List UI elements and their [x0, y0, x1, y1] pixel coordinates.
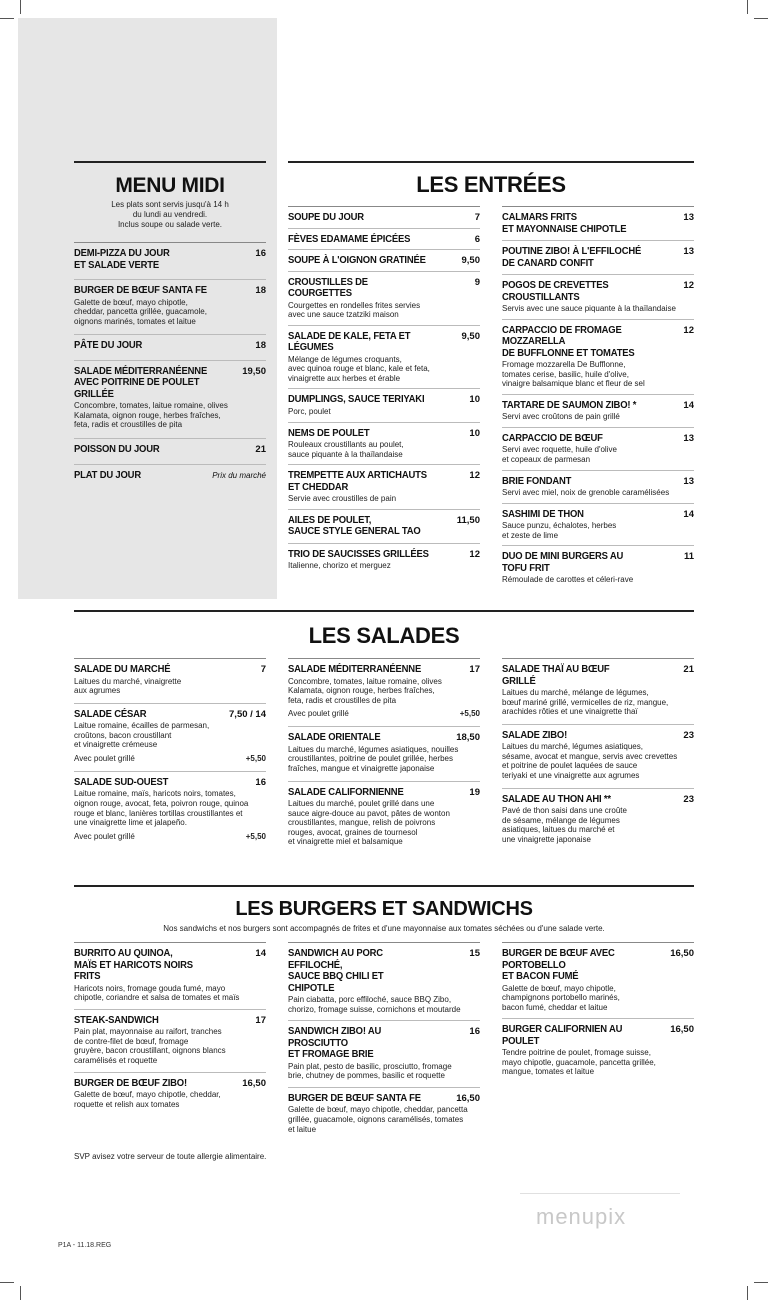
item-name: DUMPLINGS, SAUCE TERIYAKI: [288, 393, 425, 406]
item-description: Pain plat, mayonnaise au raifort, tranches de contre-filet de bœuf, fromage gruyère, bacon croustillant, oignons blancs caramélisés et roquette: [74, 1027, 226, 1065]
divider: [288, 161, 694, 163]
item-price: 12: [683, 324, 694, 336]
item-description: Concombre, tomates, laitue romaine, olives Kalamata, oignon rouge, herbes fraîches, feta, radis et croustilles de pita: [288, 676, 442, 705]
menu-midi-title: MENU MIDI: [115, 174, 225, 197]
menu-item: [502, 943, 694, 1018]
item-price: 16: [255, 248, 266, 259]
item-description: Pavé de thon saisi dans une croûte de sésame, mélange de légumes asiatiques, laitues du marché et une vinaigrette japonaise: [502, 806, 627, 844]
crop-mark: [0, 1282, 14, 1283]
menu-item: [502, 471, 694, 503]
item-name: TARTARE DE SAUMON ZIBO! *: [502, 398, 637, 411]
menu-item: [502, 725, 694, 788]
menu-item: [502, 1019, 694, 1083]
item-description: Laitues du marché, légumes asiatiques, sésame, avocat et mangue, servis avec crevettes et poitrine de poulet laquées de sauce teriyaki et une vinaigrette aux agrumes: [502, 742, 678, 781]
item-price: 10: [469, 427, 480, 439]
item-price: 18: [255, 340, 266, 352]
menu-item: [74, 704, 266, 771]
menu-midi-list: [74, 242, 266, 489]
item-name: SALADE MÉDITERRANÉENNE AVEC POITRINE DE POULET GRILLÉE: [74, 364, 208, 400]
menu-item: [288, 1088, 480, 1140]
menu-item: [288, 943, 480, 1020]
menu-item: [288, 510, 480, 543]
item-description: Laitues du marché, vinaigrette aux agrumes: [74, 676, 182, 696]
item-name: NEMS DE POULET: [288, 426, 370, 439]
item-price: 10: [469, 394, 480, 406]
entrees-right-list: [502, 206, 694, 590]
item-price: 12: [469, 548, 480, 560]
menu-item: [288, 659, 480, 726]
item-price: 16: [469, 1026, 480, 1038]
addon-price: +5,50: [245, 831, 266, 841]
menu-item: [288, 229, 480, 250]
item-name: SALADE DU MARCHÉ: [74, 663, 171, 675]
item-name: POUTINE ZIBO! À L'EFFILOCHÉ DE CANARD CONFIT: [502, 245, 642, 269]
item-price: 14: [683, 399, 694, 411]
salades-title: LES SALADES: [308, 623, 460, 648]
item-price: 19,50: [242, 365, 266, 377]
item-price: 9,50: [461, 330, 480, 342]
item-price: 9,50: [461, 255, 480, 266]
item-description: Laitues du marché, poulet grillé dans une sauce aigre-douce au pavot, pâtes de wonton croustillantes, mangue, relish de poivrons rouges, avocat, graines de tournesol et vinaigrette miel et balsamique: [288, 799, 450, 847]
item-description: Galette de bœuf, mayo chipotle, cheddar, pancetta grillée, guacamole, oignons caramélisés, tomates et laitue: [288, 1105, 468, 1134]
menu-item: [502, 428, 694, 470]
menu-item: [288, 250, 480, 271]
item-price: 11: [683, 551, 694, 563]
item-description: Courgettes en rondelles frites servies avec une sauce tzatziki maison: [288, 300, 421, 320]
item-price: 7: [260, 664, 266, 675]
item-price: Prix du marché: [212, 470, 266, 480]
entrees-title: LES ENTRÉES: [416, 172, 566, 197]
item-price: 6: [474, 233, 480, 245]
menu-item: [288, 544, 480, 576]
item-name: SOUPE À L'OIGNON GRATINÉE: [288, 254, 426, 266]
menu-item: [288, 465, 480, 509]
item-name: STEAK-SANDWICH: [74, 1013, 159, 1026]
item-price: 23: [683, 793, 694, 805]
item-addon: [288, 709, 480, 719]
item-name: DEMI-PIZZA DU JOUR ET SALADE VERTE: [74, 247, 170, 271]
burgers-title: LES BURGERS ET SANDWICHS: [235, 898, 533, 920]
item-price: 16,50: [242, 1077, 266, 1089]
menu-item: [502, 207, 694, 240]
item-name: BURGER DE BŒUF ZIBO!: [74, 1076, 187, 1089]
item-price: 12: [683, 280, 694, 291]
item-description: Italienne, chorizo et merguez: [288, 561, 391, 571]
item-price: 13: [683, 475, 694, 487]
entrees-left-list: [288, 206, 480, 576]
item-description: Servi avec croûtons de pain grillé: [502, 412, 620, 422]
divider: [74, 161, 266, 163]
item-description: Laitue romaine, écailles de parmesan, croûtons, bacon croustillant et vinaigrette crémeuse: [74, 721, 210, 750]
item-price: 9: [474, 276, 480, 288]
item-name: BRIE FONDANT: [502, 474, 572, 487]
item-name: AILES DE POULET, SAUCE STYLE GENERAL TAO: [288, 513, 421, 538]
item-price: 14: [683, 508, 694, 520]
item-name: BURGER DE BŒUF SANTA FE: [288, 1091, 421, 1104]
allergy-footnote: SVP avisez votre serveur de toute allergie alimentaire.: [74, 1152, 267, 1161]
item-description: Galette de bœuf, mayo chipotle, cheddar, pancetta grillée, guacamole, oignons marinés, tomates et laitue: [74, 297, 207, 326]
item-description: Servi avec roquette, huile d'olive et copeaux de parmesan: [502, 445, 617, 465]
addon-label: Avec poulet grillé: [74, 753, 135, 763]
crop-mark: [754, 18, 768, 19]
item-description: Laitues du marché, mélange de légumes, bœuf mariné grillé, vermicelles de riz, mangue, arachides rôties et une vinaigrette thaï: [502, 688, 669, 717]
item-addon: [74, 754, 266, 764]
item-name: SANDWICH ZIBO! AU PROSCIUTTO ET FROMAGE BRIE: [288, 1025, 382, 1061]
salades-col1-list: [74, 658, 266, 849]
item-price: 19: [469, 786, 480, 798]
menu-item: [502, 546, 694, 590]
item-name: CARPACCIO DE FROMAGE MOZZARELLA DE BUFFLONNE ET TOMATES: [502, 323, 635, 359]
menu-item: [74, 659, 266, 703]
menu-item: [74, 243, 266, 279]
menu-item: [502, 275, 694, 319]
item-name: POISSON DU JOUR: [74, 443, 160, 456]
menu-item: [74, 1010, 266, 1072]
crop-mark: [20, 0, 21, 14]
item-price: 16,50: [670, 1024, 694, 1036]
item-price: 21: [683, 664, 694, 675]
item-description: Pain plat, pesto de basilic, prosciutto, fromage brie, chutney de pommes, basilic et roquette: [288, 1061, 452, 1081]
menu-midi-note: Les plats sont servis jusqu'à 14 h du lundi au vendredi. Inclus soupe ou salade verte.: [111, 200, 229, 229]
item-price: 18: [255, 285, 266, 296]
item-name: DUO DE MINI BURGERS AU TOFU FRIT: [502, 550, 624, 574]
crop-mark: [0, 18, 14, 19]
item-price: 17: [255, 1014, 266, 1026]
addon-label: Avec poulet grillé: [288, 709, 349, 719]
menu-item: [502, 504, 694, 546]
menu-item: [74, 1073, 266, 1116]
menu-item: [74, 465, 266, 490]
item-name: CROUSTILLES DE COURGETTES: [288, 275, 368, 299]
item-price: 7,50 / 14: [229, 708, 266, 720]
crop-mark: [20, 1286, 21, 1300]
item-name: SALADE MÉDITERRANÉENNE: [288, 663, 422, 675]
menu-item: [288, 326, 480, 389]
item-description: Haricots noirs, fromage gouda fumé, mayo chipotle, coriandre et salsa de tomates et maïs: [74, 983, 240, 1003]
item-description: Galette de bœuf, mayo chipotle, cheddar, roquette et relish aux tomates: [74, 1090, 221, 1109]
crop-mark: [747, 1286, 748, 1300]
item-price: 16,50: [670, 948, 694, 959]
item-price: 16: [255, 776, 266, 788]
menu-item: [74, 361, 266, 438]
item-name: SALADE ZIBO!: [502, 728, 568, 741]
item-description: Laitues du marché, légumes asiatiques, nouilles croustillantes, poitrine de poulet grillée, herbes fraîches, mangue et vinaigrette japonaise: [288, 744, 459, 773]
item-description: Servie avec croustilles de pain: [288, 494, 397, 504]
menu-item: [288, 207, 480, 228]
item-name: BURRITO AU QUINOA, MAÏS ET HARICOTS NOIRS FRITS: [74, 947, 193, 982]
item-price: 17: [469, 664, 480, 675]
item-price: 11,50: [456, 514, 480, 526]
item-description: Fromage mozzarella De Bufflonne, tomates cerise, basilic, huile d'olive, vinaigre balsamique blanc et fleur de sel: [502, 360, 645, 389]
item-description: Laitue romaine, maïs, haricots noirs, tomates, oignon rouge, avocat, feta, poivron rouge, quinoa rouge et blanc, lanières tortillas croustillantes et une vinaigrette lime et jalapeño.: [74, 789, 249, 828]
burgers-col1-list: [74, 942, 266, 1115]
salades-col3-list: [502, 658, 694, 852]
watermark-logo: menupix: [536, 1204, 627, 1229]
menu-item: [502, 789, 694, 852]
item-name: SASHIMI DE THON: [502, 507, 584, 520]
item-description: Servis avec une sauce piquante à la thaïlandaise: [502, 304, 676, 313]
divider: [74, 885, 694, 887]
item-price: 23: [683, 729, 694, 741]
print-code: P1A - 11.18.REG: [58, 1242, 112, 1249]
item-description: Rouleaux croustillants au poulet, sauce piquante à la thaïlandaise: [288, 440, 404, 459]
salades-col2-list: [288, 658, 480, 854]
item-description: Sauce punzu, échalotes, herbes et zeste de lime: [502, 521, 617, 540]
item-name: SOUPE DU JOUR: [288, 211, 364, 223]
item-name: SALADE THAÏ AU BŒUF GRILLÉ: [502, 663, 610, 687]
crop-mark: [754, 1282, 768, 1283]
item-name: SANDWICH AU PORC EFFILOCHÉ, SAUCE BBQ CHILI ET CHIPOTLE: [288, 947, 384, 994]
watermark-line: [520, 1193, 680, 1194]
item-description: Concombre, tomates, laitue romaine, olives Kalamata, oignon rouge, herbes fraîches, feta, radis et croustilles de pita: [74, 401, 228, 430]
item-name: CALMARS FRITS ET MAYONNAISE CHIPOTLE: [502, 211, 627, 235]
item-price: 7: [474, 212, 480, 223]
item-price: 13: [683, 432, 694, 444]
menu-item: [502, 395, 694, 427]
menu-item: [74, 335, 266, 360]
menu-item: [74, 772, 266, 849]
item-description: Porc, poulet: [288, 406, 331, 416]
menu-item: [288, 782, 480, 854]
item-name: SALADE CÉSAR: [74, 707, 147, 720]
item-name: SALADE ORIENTALE: [288, 731, 381, 744]
item-name: BURGER CALIFORNIEN AU POULET: [502, 1023, 623, 1047]
item-description: Servi avec miel, noix de grenoble caramélisées: [502, 488, 670, 498]
item-description: Pain ciabatta, porc effiloché, sauce BBQ Zibo, chorizo, fromage suisse, cornichons et moutarde: [288, 995, 461, 1014]
menu-item: [288, 272, 480, 325]
item-name: SALADE DE KALE, FETA ET LÉGUMES: [288, 329, 411, 354]
item-price: 21: [255, 444, 266, 456]
menu-item: [502, 659, 694, 724]
crop-mark: [747, 0, 748, 14]
item-name: BURGER DE BŒUF SANTA FE: [74, 284, 207, 296]
menu-item: [288, 1021, 480, 1087]
item-name: BURGER DE BŒUF AVEC PORTOBELLO ET BACON FUMÉ: [502, 947, 615, 982]
addon-label: Avec poulet grillé: [74, 831, 135, 841]
item-name: TREMPETTE AUX ARTICHAUTS ET CHEDDAR: [288, 469, 427, 493]
item-name: FÈVES EDAMAME ÉPICÉES: [288, 232, 411, 245]
menu-item: [288, 423, 480, 465]
divider: [74, 610, 694, 612]
item-addon: [74, 832, 266, 842]
item-price: 14: [255, 948, 266, 959]
addon-price: +5,50: [459, 709, 480, 719]
burgers-note: Nos sandwichs et nos burgers sont accompagnés de frites et d'une mayonnaise aux tomates séchées ou d'une salade verte.: [163, 924, 605, 933]
item-description: Tendre poitrine de poulet, fromage suisse, mayo chipotle, guacamole, pancetta grillée, mangue, tomates et laitue: [502, 1048, 656, 1077]
menu-item: [74, 439, 266, 464]
item-description: Galette de bœuf, mayo chipotle, champignons portobello marinés, bacon fumé, cheddar et laitue: [502, 983, 620, 1012]
item-price: 16,50: [456, 1092, 480, 1104]
menu-item: [502, 241, 694, 274]
item-name: CARPACCIO DE BŒUF: [502, 431, 603, 444]
item-price: 12: [469, 470, 480, 482]
item-description: Rémoulade de carottes et céleri-rave: [502, 575, 634, 585]
burgers-col2-list: [288, 942, 480, 1140]
menu-item: [288, 727, 480, 780]
menu-item: [288, 389, 480, 421]
item-name: POGOS DE CREVETTES CROUSTILLANTS: [502, 279, 609, 303]
item-name: PÂTE DU JOUR: [74, 339, 143, 352]
item-name: SALADE SUD-OUEST: [74, 775, 169, 788]
item-price: 15: [469, 948, 480, 959]
menu-item: [74, 280, 266, 334]
item-price: 13: [683, 246, 694, 257]
item-name: SALADE CALIFORNIENNE: [288, 785, 404, 798]
item-name: SALADE AU THON AHI **: [502, 792, 611, 805]
item-description: Mélange de légumes croquants, avec quinoa rouge et blanc, kale et feta, vinaigrette aux herbes et érable: [288, 354, 430, 383]
item-name: TRIO DE SAUCISSES GRILLÉES: [288, 547, 429, 560]
burgers-col3-list: [502, 942, 694, 1083]
item-price: 18,50: [456, 732, 480, 744]
addon-price: +5,50: [245, 753, 266, 763]
menu-item: [502, 320, 694, 394]
item-name: PLAT DU JOUR: [74, 468, 141, 481]
menu-item: [74, 943, 266, 1009]
item-price: 13: [683, 212, 694, 223]
